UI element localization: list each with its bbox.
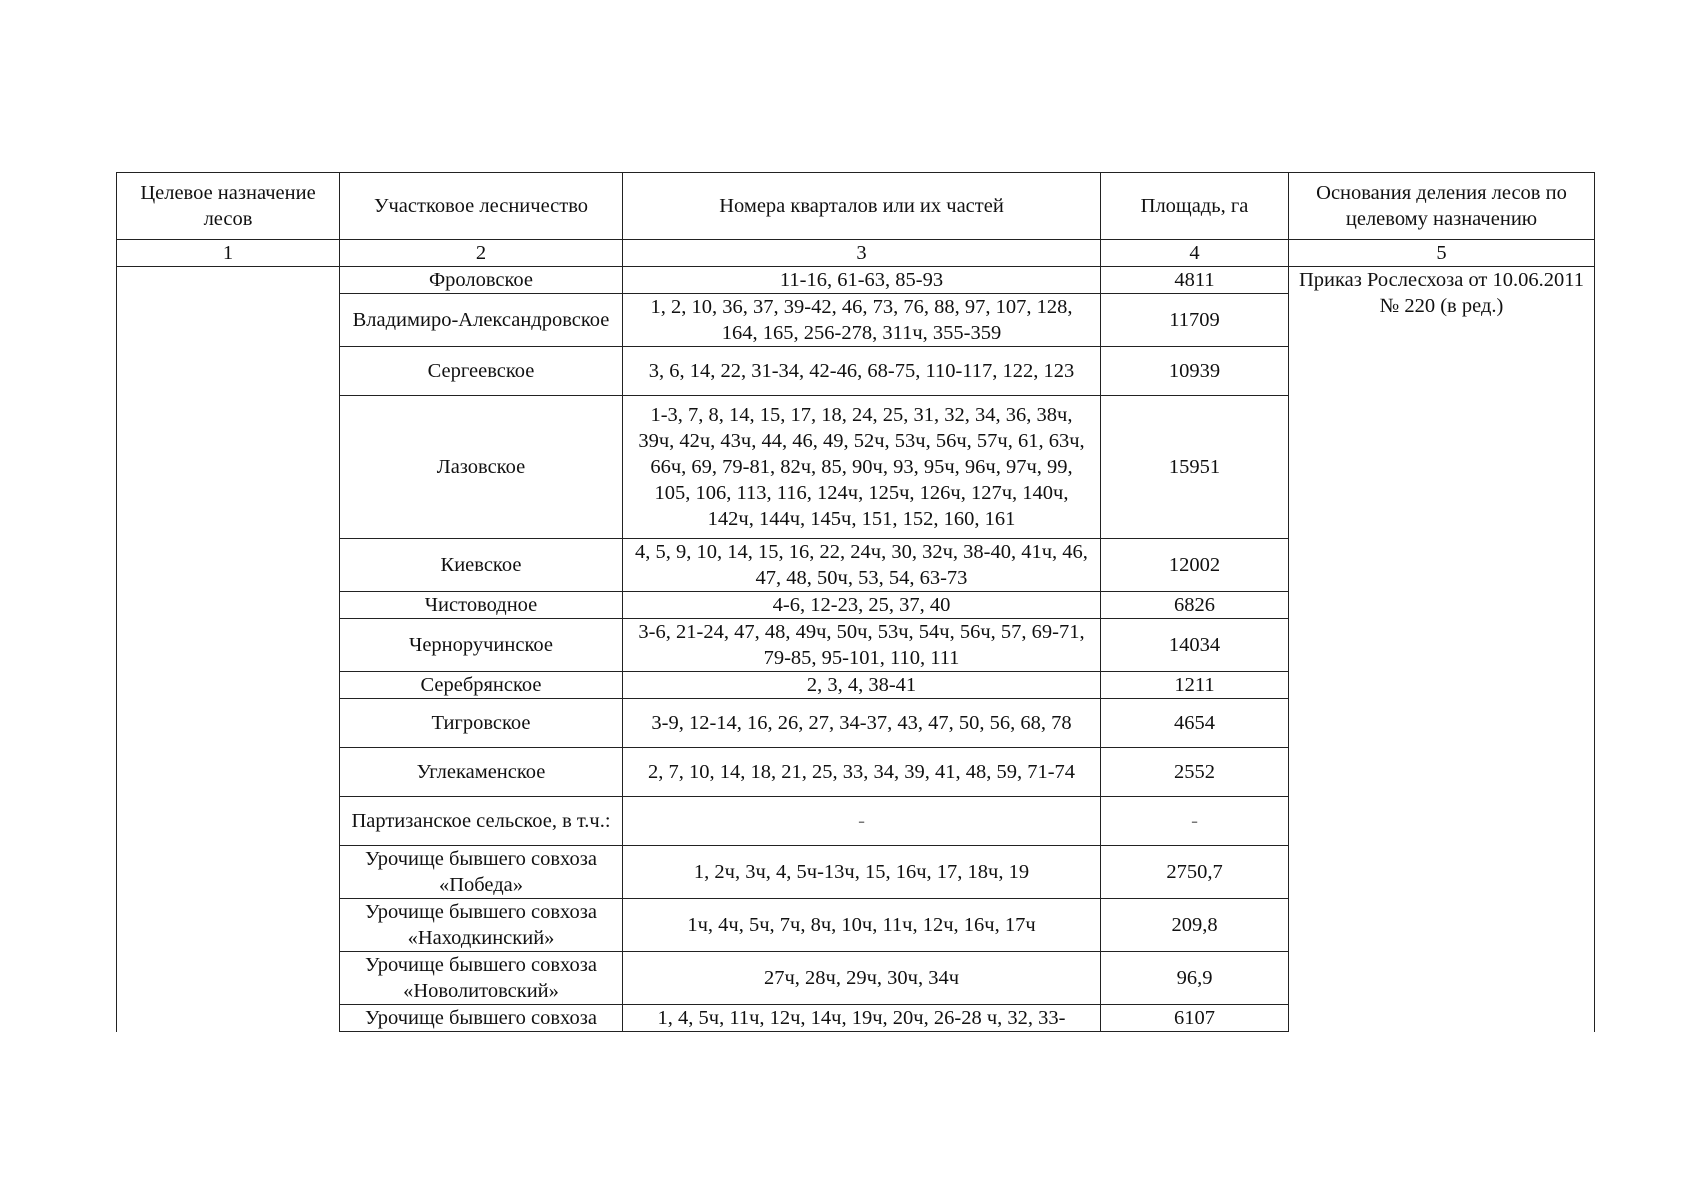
district-cell: Урочище бывшего совхоза (340, 1005, 623, 1032)
table-row (117, 267, 1595, 294)
quarters-cell: 4, 5, 9, 10, 14, 15, 16, 22, 24ч, 30, 32ч, 38-40, 41ч, 46, 47, 48, 50ч, 53, 54, 63-73 (623, 539, 1101, 592)
quarters-cell: 2, 3, 4, 38-41 (623, 672, 1101, 699)
area-cell: 4654 (1101, 699, 1289, 748)
header-basis: Основания деления лесов по целевому назначению (1289, 173, 1595, 240)
area-cell: 2552 (1101, 748, 1289, 797)
area-cell: 6826 (1101, 592, 1289, 619)
district-cell: Урочище бывшего совхоза «Находкинский» (340, 899, 623, 952)
header-quarters: Номера кварталов или их частей (623, 173, 1101, 240)
column-number: 5 (1289, 240, 1595, 267)
header-row (117, 173, 1595, 240)
quarters-cell: 1, 2ч, 3ч, 4, 5ч-13ч, 15, 16ч, 17, 18ч, 19 (623, 846, 1101, 899)
district-cell: Сергеевское (340, 347, 623, 396)
column-number: 2 (340, 240, 623, 267)
area-cell: 6107 (1101, 1005, 1289, 1032)
quarters-cell: 1, 2, 10, 36, 37, 39-42, 46, 73, 76, 88, 97, 107, 128, 164, 165, 256-278, 311ч, 355-359 (623, 294, 1101, 347)
district-cell: Лазовское (340, 396, 623, 539)
area-cell: 14034 (1101, 619, 1289, 672)
district-cell: Киевское (340, 539, 623, 592)
quarters-cell: 1ч, 4ч, 5ч, 7ч, 8ч, 10ч, 11ч, 12ч, 16ч, 17ч (623, 899, 1101, 952)
quarters-cell: 4-6, 12-23, 25, 37, 40 (623, 592, 1101, 619)
column-number-row (117, 240, 1595, 267)
quarters-cell: 2, 7, 10, 14, 18, 21, 25, 33, 34, 39, 41, 48, 59, 71-74 (623, 748, 1101, 797)
district-cell: Углекаменское (340, 748, 623, 797)
column-number: 3 (623, 240, 1101, 267)
area-cell: 2750,7 (1101, 846, 1289, 899)
quarters-cell: - (623, 797, 1101, 846)
header-area: Площадь, га (1101, 173, 1289, 240)
district-cell: Чистоводное (340, 592, 623, 619)
district-cell: Серебрянское (340, 672, 623, 699)
district-cell: Партизанское сельское, в т.ч.: (340, 797, 623, 846)
quarters-cell: 1, 4, 5ч, 11ч, 12ч, 14ч, 19ч, 20ч, 26-28 ч, 32, 33- (623, 1005, 1101, 1032)
header-district: Участковое лесничество (340, 173, 623, 240)
district-cell: Фроловское (340, 267, 623, 294)
quarters-cell: 3-6, 21-24, 47, 48, 49ч, 50ч, 53ч, 54ч, 56ч, 57, 69-71, 79-85, 95-101, 110, 111 (623, 619, 1101, 672)
quarters-cell: 3-9, 12-14, 16, 26, 27, 34-37, 43, 47, 50, 56, 68, 78 (623, 699, 1101, 748)
header-purpose: Целевое назначение лесов (117, 173, 340, 240)
quarters-cell: 27ч, 28ч, 29ч, 30ч, 34ч (623, 952, 1101, 1005)
column-number: 4 (1101, 240, 1289, 267)
area-cell: 209,8 (1101, 899, 1289, 952)
area-cell: - (1101, 797, 1289, 846)
area-cell: 12002 (1101, 539, 1289, 592)
district-cell: Черноручинское (340, 619, 623, 672)
forest-division-table (116, 172, 1595, 1032)
quarters-cell: 1-3, 7, 8, 14, 15, 17, 18, 24, 25, 31, 32, 34, 36, 38ч, 39ч, 42ч, 43ч, 44, 46, 49, 52ч, 53ч, 56ч, 57ч, 61, 63ч, 66ч, 69, 79-81, 82ч, 85, 90ч, 93, 95ч, 96ч, 97ч, 99, 105, 106, 113, 116, 124ч, 125ч, 126ч, 127ч, 140ч, 142ч, 144ч, 145ч, 151, 152, 160, 161 (623, 396, 1101, 539)
purpose-cell (117, 267, 340, 1032)
area-cell: 4811 (1101, 267, 1289, 294)
area-cell: 1211 (1101, 672, 1289, 699)
area-cell: 11709 (1101, 294, 1289, 347)
district-cell: Урочище бывшего совхоза «Победа» (340, 846, 623, 899)
area-cell: 10939 (1101, 347, 1289, 396)
district-cell: Урочище бывшего совхоза «Новолитовский» (340, 952, 623, 1005)
district-cell: Владимиро-Александровское (340, 294, 623, 347)
quarters-cell: 3, 6, 14, 22, 31-34, 42-46, 68-75, 110-117, 122, 123 (623, 347, 1101, 396)
area-cell: 15951 (1101, 396, 1289, 539)
district-cell: Тигровское (340, 699, 623, 748)
column-number: 1 (117, 240, 340, 267)
area-cell: 96,9 (1101, 952, 1289, 1005)
quarters-cell: 11-16, 61-63, 85-93 (623, 267, 1101, 294)
basis-cell: Приказ Рослесхоза от 10.06.2011 № 220 (в ред.) (1289, 267, 1595, 1032)
